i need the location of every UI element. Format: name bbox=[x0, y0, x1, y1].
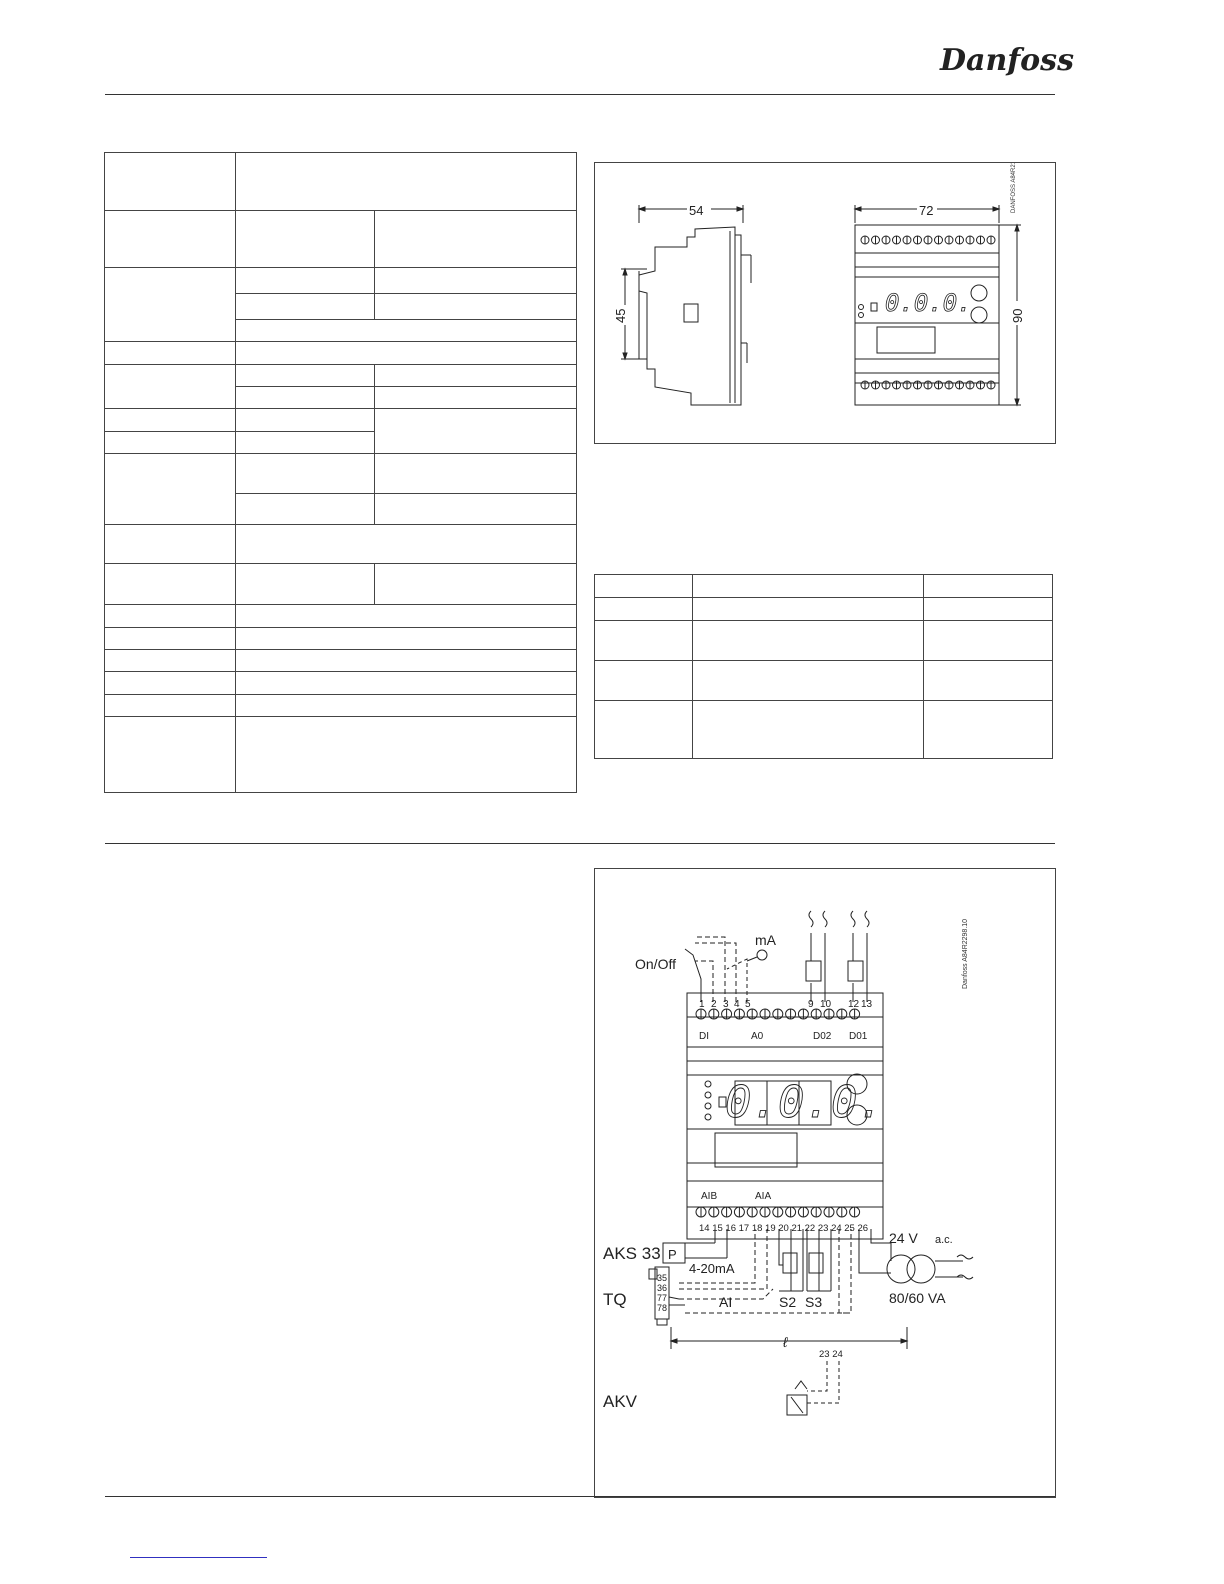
spec-cell bbox=[235, 628, 576, 650]
wiring-figure bbox=[594, 868, 1056, 1498]
group-ao: A0 bbox=[751, 1031, 764, 1042]
ordering-cell bbox=[924, 661, 1053, 701]
tq-terminal-78: 78 bbox=[657, 1303, 668, 1313]
tq-terminal-36: 36 bbox=[657, 1283, 668, 1293]
spec-cell bbox=[375, 564, 577, 605]
top-terminal-3: 3 bbox=[723, 999, 729, 1010]
spec-cell bbox=[105, 454, 236, 525]
spec-cell bbox=[235, 387, 375, 409]
spec-cell bbox=[105, 695, 236, 717]
label-4-20ma: 4-20mA bbox=[689, 1261, 735, 1276]
dimensions-figure bbox=[594, 162, 1056, 444]
top-terminal-4: 4 bbox=[734, 999, 740, 1010]
ordering-cell bbox=[595, 575, 693, 598]
ordering-cell bbox=[692, 661, 923, 701]
ordering-cell bbox=[692, 621, 923, 661]
bottom-terminals: 14 15 16 17 18 19 20 21 22 23 24 25 26 bbox=[699, 1223, 869, 1234]
spec-cell bbox=[235, 320, 576, 342]
ordering-cell bbox=[595, 621, 693, 661]
footer-rule bbox=[105, 1496, 1055, 1497]
spec-cell bbox=[235, 494, 375, 525]
spec-cell bbox=[235, 454, 375, 494]
label-s2: S2 bbox=[779, 1294, 797, 1310]
dim-height-front: 90 bbox=[1010, 308, 1025, 323]
spec-cell bbox=[235, 525, 576, 564]
spec-cell bbox=[235, 650, 576, 672]
top-terminal-5: 5 bbox=[745, 999, 751, 1010]
label-24v: 24 V bbox=[889, 1230, 918, 1246]
spec-cell bbox=[235, 153, 576, 211]
spec-cell bbox=[375, 268, 577, 294]
ordering-cell bbox=[595, 661, 693, 701]
spec-cell bbox=[375, 294, 577, 320]
wiring-drawing bbox=[595, 869, 1055, 1497]
spec-cell bbox=[235, 365, 375, 387]
spec-cell bbox=[105, 432, 236, 454]
ordering-cell bbox=[924, 575, 1053, 598]
spec-cell bbox=[105, 365, 236, 409]
ordering-cell bbox=[595, 701, 693, 759]
ordering-cell bbox=[595, 598, 693, 621]
spec-cell bbox=[375, 211, 577, 268]
footer-link-underline[interactable] bbox=[130, 1557, 267, 1558]
spec-table bbox=[104, 152, 577, 793]
label-ac: a.c. bbox=[935, 1234, 953, 1246]
spec-cell bbox=[375, 387, 577, 409]
spec-cell bbox=[235, 695, 576, 717]
group-do1: D01 bbox=[849, 1031, 868, 1042]
label-tq: TQ bbox=[603, 1290, 627, 1309]
spec-cell bbox=[235, 211, 375, 268]
top-terminal-13: 13 bbox=[861, 999, 873, 1010]
spec-cell bbox=[375, 409, 577, 454]
dim-height-side: 45 bbox=[613, 308, 628, 323]
dim-width-front: 72 bbox=[919, 203, 934, 218]
spec-cell bbox=[105, 672, 236, 695]
group-di: DI bbox=[699, 1031, 709, 1042]
label-s3: S3 bbox=[805, 1294, 823, 1310]
spec-cell bbox=[105, 717, 236, 793]
spec-cell bbox=[105, 211, 236, 268]
label-pressure: P bbox=[668, 1247, 677, 1262]
dimensions-drawing-code: DANFOSS A84R2179.10 bbox=[1011, 163, 1017, 213]
spec-cell bbox=[235, 717, 576, 793]
label-onoff: On/Off bbox=[635, 956, 676, 972]
ordering-table bbox=[594, 574, 1053, 759]
ordering-cell bbox=[692, 701, 923, 759]
spec-cell bbox=[105, 409, 236, 432]
top-terminal-1: 1 bbox=[699, 999, 705, 1010]
group-do2: D02 bbox=[813, 1031, 832, 1042]
label-ai: AI bbox=[719, 1294, 733, 1310]
ordering-cell bbox=[924, 621, 1053, 661]
header-rule bbox=[105, 94, 1055, 95]
spec-cell bbox=[105, 605, 236, 628]
top-terminal-9: 9 bbox=[808, 999, 814, 1010]
spec-cell bbox=[105, 650, 236, 672]
ordering-cell bbox=[924, 598, 1053, 621]
ordering-cell bbox=[692, 575, 923, 598]
section-rule bbox=[105, 843, 1055, 844]
spec-cell bbox=[105, 268, 236, 342]
spec-cell bbox=[235, 294, 375, 320]
label-length: ℓ bbox=[783, 1334, 788, 1350]
front-display: 0.0.0. bbox=[885, 289, 972, 317]
spec-cell bbox=[235, 564, 375, 605]
group-aib: AIB bbox=[701, 1191, 718, 1202]
spec-cell bbox=[105, 564, 236, 605]
spec-cell bbox=[105, 153, 236, 211]
top-terminal-10: 10 bbox=[820, 999, 832, 1010]
group-aia: AIA bbox=[755, 1191, 772, 1202]
spec-cell bbox=[235, 432, 375, 454]
spec-cell bbox=[235, 409, 375, 432]
wiring-drawing-code: Danfoss A84R2298.10 bbox=[962, 918, 969, 989]
spec-cell bbox=[105, 525, 236, 564]
dimensions-drawing bbox=[595, 163, 1055, 443]
spec-cell bbox=[375, 494, 577, 525]
label-akv: AKV bbox=[603, 1392, 638, 1411]
dim-width-side: 54 bbox=[689, 203, 704, 218]
spec-cell bbox=[375, 365, 577, 387]
top-terminal-2: 2 bbox=[711, 999, 717, 1010]
spec-cell bbox=[235, 672, 576, 695]
spec-cell bbox=[375, 454, 577, 494]
ordering-cell bbox=[924, 701, 1053, 759]
label-aks33: AKS 33 bbox=[603, 1244, 661, 1263]
label-power: 80/60 VA bbox=[889, 1290, 946, 1306]
spec-cell bbox=[235, 268, 375, 294]
spec-cell bbox=[105, 628, 236, 650]
spec-cell bbox=[235, 342, 576, 365]
tq-terminal-35: 35 bbox=[657, 1273, 668, 1283]
spec-cell bbox=[105, 342, 236, 365]
danfoss-logo: Danfoss bbox=[940, 43, 1074, 78]
ordering-cell bbox=[692, 598, 923, 621]
wiring-display: 0.0.0. bbox=[725, 1077, 884, 1128]
tq-terminal-77: 77 bbox=[657, 1293, 668, 1303]
akv-terminals: 23 24 bbox=[819, 1349, 843, 1360]
label-ma: mA bbox=[755, 932, 776, 948]
top-terminal-12: 12 bbox=[848, 999, 860, 1010]
spec-cell bbox=[235, 605, 576, 628]
